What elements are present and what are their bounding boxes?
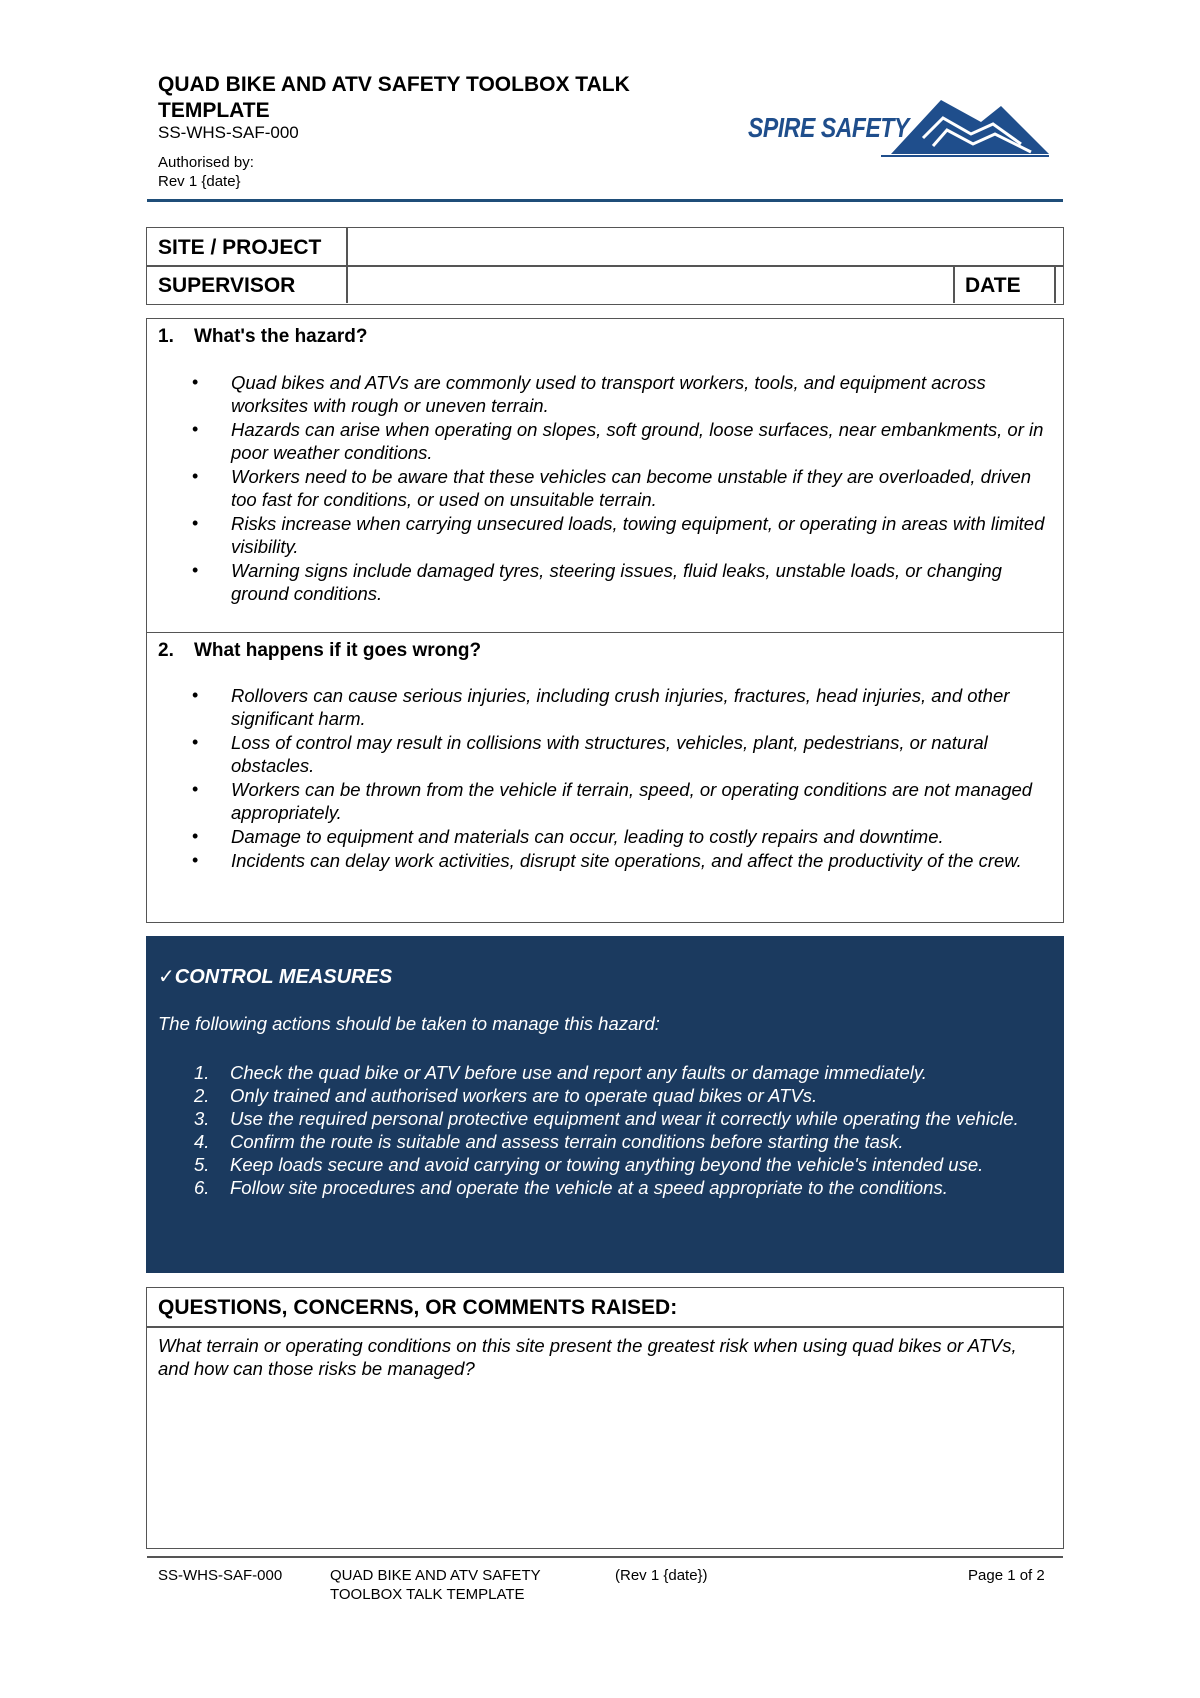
company-logo: [748, 88, 1053, 160]
list-item: 5. Keep loads secure and avoid carrying or towing anything beyond the vehicle's intended use.: [194, 1154, 984, 1175]
list-item: • Damage to equipment and materials can occur, leading to costly repairs and downtime.: [147, 825, 1047, 848]
table-divider: [953, 266, 955, 303]
list-item: • Warning signs include damaged tyres, steering issues, fluid leaks, unstable loads, or changing ground conditions.: [147, 559, 1047, 605]
site-info-table: [146, 227, 1064, 305]
section-number: 1.: [158, 326, 174, 347]
list-item: • Workers can be thrown from the vehicle if terrain, speed, or operating conditions are not managed appropriately.: [147, 778, 1047, 824]
hazard-list: [147, 371, 1047, 606]
page-number: Page 1 of 2: [968, 1567, 1045, 1584]
list-item: 3. Use the required personal protective equipment and wear it correctly while operating the vehicle.: [194, 1108, 1019, 1129]
footer-title-line: TOOLBOX TALK TEMPLATE: [330, 1586, 525, 1603]
list-item: • Workers need to be aware that these vehicles can become unstable if they are overloaded, driven too fast for conditions, or used on unsuitable terrain.: [147, 465, 1047, 511]
control-measures-list: [146, 1061, 1046, 1199]
document-code: SS-WHS-SAF-000: [158, 123, 299, 142]
footer-code: SS-WHS-SAF-000: [158, 1567, 283, 1584]
list-item: 2. Only trained and authorised workers are to operate quad bikes or ATVs.: [194, 1085, 818, 1106]
list-item: • Risks increase when carrying unsecured loads, towing equipment, or operating in areas with limited visibility.: [147, 512, 1047, 558]
list-item: • Hazards can arise when operating on slopes, soft ground, loose surfaces, near embankments, or in poor weather conditions.: [147, 418, 1047, 464]
list-item: 4. Confirm the route is suitable and assess terrain conditions before starting the task.: [194, 1131, 904, 1152]
consequences-section: [146, 632, 1064, 923]
authorisation-block: [158, 153, 254, 191]
list-item: • Loss of control may result in collisions with structures, vehicles, plant, pedestrians, or natural obstacles.: [147, 731, 1047, 777]
questions-prompt[interactable]: What terrain or operating conditions on this site present the greatest risk when using quad bikes or ATVs, and how can those risks be managed?: [158, 1335, 1017, 1379]
questions-section: [146, 1287, 1064, 1549]
supervisor-field[interactable]: [349, 267, 953, 303]
questions-divider: [147, 1326, 1063, 1328]
site-project-field[interactable]: [349, 228, 1062, 265]
questions-heading: QUESTIONS, CONCERNS, OR COMMENTS RAISED:: [158, 1296, 678, 1319]
control-measures-intro: The following actions should be taken to manage this hazard:: [158, 1013, 660, 1034]
footer-title: [330, 1566, 541, 1604]
section-title: What's the hazard?: [194, 326, 368, 347]
logo-text: SPIRE SAFETY: [748, 112, 909, 143]
list-item: • Incidents can delay work activities, disrupt site operations, and affect the productivity of the crew.: [147, 849, 1047, 872]
list-item: 1. Check the quad bike or ATV before use and report any faults or damage immediately.: [194, 1062, 927, 1083]
list-item: • Rollovers can cause serious injuries, including crush injuries, fractures, head injuries, and other significant harm.: [147, 684, 1047, 730]
control-measures-heading: ✓CONTROL MEASURES: [158, 966, 393, 988]
section-number: 2.: [158, 640, 174, 661]
date-label: DATE: [965, 274, 1021, 297]
document-title: QUAD BIKE AND ATV SAFETY TOOLBOX TALK TEMPLATE: [158, 73, 630, 122]
site-project-label: SITE / PROJECT: [158, 236, 322, 259]
list-item: • Quad bikes and ATVs are commonly used to transport workers, tools, and equipment across worksites with rough or uneven terrain.: [147, 371, 1047, 417]
revision: Rev 1 {date}: [158, 173, 241, 190]
list-item: 6. Follow site procedures and operate the vehicle at a speed appropriate to the conditions.: [194, 1177, 948, 1198]
date-field[interactable]: [1056, 267, 1062, 303]
authorised-by: Authorised by:: [158, 154, 254, 171]
footer-divider: [147, 1556, 1063, 1558]
hazard-section: [146, 318, 1064, 633]
footer-title-line: QUAD BIKE AND ATV SAFETY: [330, 1567, 541, 1584]
footer-revision: (Rev 1 {date}): [615, 1567, 708, 1584]
consequences-heading: [158, 640, 481, 662]
control-measures-panel: [146, 936, 1064, 1273]
hazard-heading: [158, 326, 367, 348]
header-divider: [147, 199, 1063, 202]
consequences-list: [147, 684, 1047, 873]
section-title: What happens if it goes wrong?: [194, 640, 482, 661]
supervisor-label: SUPERVISOR: [158, 274, 296, 297]
mountain-logo-icon: [881, 88, 1051, 160]
